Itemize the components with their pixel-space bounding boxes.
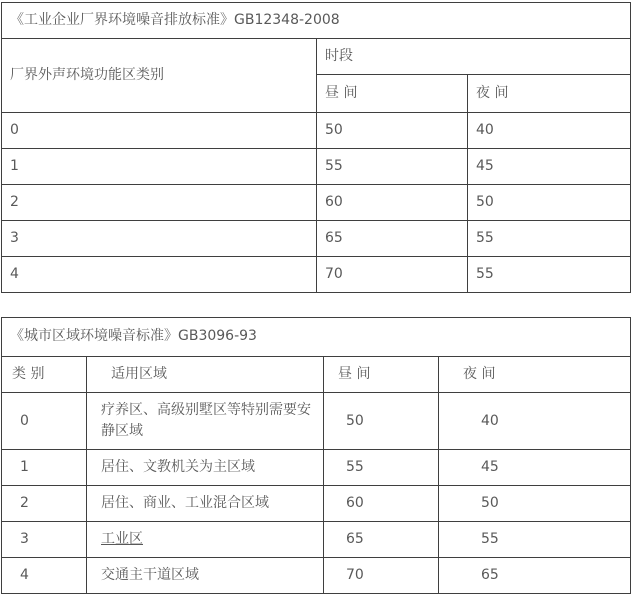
cell-category: 3	[2, 522, 87, 558]
table-row	[2, 318, 631, 357]
cell-night-value: 55	[439, 522, 631, 558]
cell-category: 1	[2, 450, 87, 486]
cell-category: 1	[2, 149, 317, 185]
cell-day-value: 55	[317, 149, 468, 185]
cell-category: 2	[2, 486, 87, 522]
cell-night-value: 45	[468, 149, 631, 185]
table-row	[2, 393, 631, 450]
table-row	[2, 39, 631, 75]
table-row	[2, 185, 631, 221]
table-title: 《工业企业厂界环境噪音排放标准》GB12348-2008	[2, 3, 631, 39]
cell-area: 居住、文教机关为主区域	[87, 450, 324, 486]
table-row	[2, 113, 631, 149]
cell-area: 交通主干道区域	[87, 558, 324, 594]
column-header-period-group: 时段	[317, 39, 631, 75]
table-industrial-boundary-noise	[1, 2, 631, 293]
cell-night-value: 40	[468, 113, 631, 149]
table-row	[2, 3, 631, 39]
table-urban-area-noise	[1, 317, 631, 594]
cell-category: 0	[2, 113, 317, 149]
cell-day-value: 70	[324, 558, 439, 594]
table-row	[2, 149, 631, 185]
cell-day-value: 55	[324, 450, 439, 486]
cell-day-value: 65	[324, 522, 439, 558]
table-row	[2, 221, 631, 257]
cell-day-value: 50	[317, 113, 468, 149]
table-row	[2, 522, 631, 558]
table-row	[2, 486, 631, 522]
cell-night-value: 45	[439, 450, 631, 486]
table-title: 《城市区域环境噪音标准》GB3096-93	[2, 318, 631, 357]
cell-night-value: 55	[468, 221, 631, 257]
cell-day-value: 65	[317, 221, 468, 257]
table-row	[2, 257, 631, 293]
cell-night-value: 55	[468, 257, 631, 293]
cell-category: 4	[2, 558, 87, 594]
cell-night-value: 50	[439, 486, 631, 522]
column-header-night: 夜 间	[468, 75, 631, 113]
cell-night-value: 50	[468, 185, 631, 221]
cell-day-value: 50	[324, 393, 439, 450]
column-header-day: 昼 间	[317, 75, 468, 113]
column-header-category: 类 别	[2, 357, 87, 393]
cell-day-value: 70	[317, 257, 468, 293]
industrial-area-link[interactable]: 工业区	[101, 531, 143, 547]
cell-day-value: 60	[324, 486, 439, 522]
cell-day-value: 60	[317, 185, 468, 221]
cell-category: 3	[2, 221, 317, 257]
table-row	[2, 450, 631, 486]
table-row	[2, 558, 631, 594]
cell-area: 疗养区、高级别墅区等特别需要安静区域	[87, 393, 324, 450]
cell-category: 0	[2, 393, 87, 450]
table-row	[2, 357, 631, 393]
column-header-category: 厂界外声环境功能区类别	[2, 39, 317, 113]
cell-category: 4	[2, 257, 317, 293]
column-header-day: 昼 间	[324, 357, 439, 393]
cell-night-value: 40	[439, 393, 631, 450]
cell-area: 居住、商业、工业混合区域	[87, 486, 324, 522]
cell-area-link	[87, 522, 324, 558]
cell-category: 2	[2, 185, 317, 221]
column-header-area: 适用区域	[87, 357, 324, 393]
column-header-night: 夜 间	[439, 357, 631, 393]
cell-night-value: 65	[439, 558, 631, 594]
